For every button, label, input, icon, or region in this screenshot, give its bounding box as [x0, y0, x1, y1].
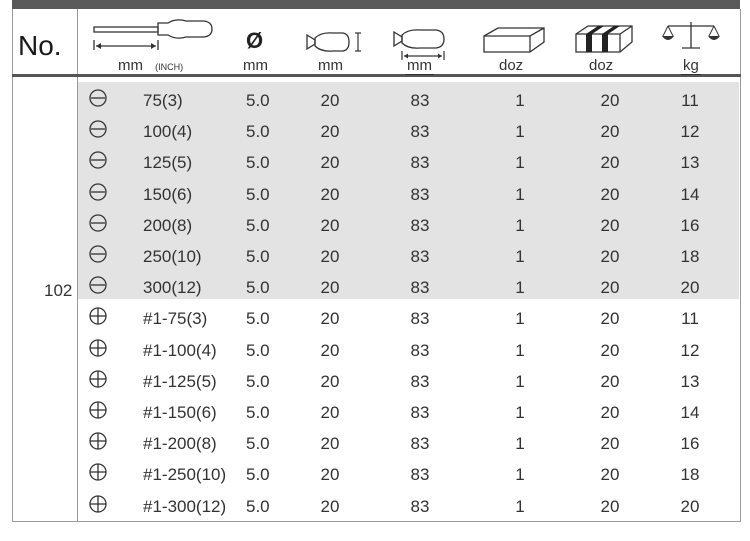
diameter-cell: 5.0: [246, 184, 270, 204]
slotted-tip-icon: [88, 150, 108, 170]
handle-diameter-cell: 20: [320, 340, 340, 360]
inner-box-cell: 1: [515, 215, 525, 235]
carton-cell: 20: [600, 91, 620, 110]
phillips-tip-icon: [88, 400, 108, 420]
size-cell: #1-75(3): [143, 309, 208, 329]
table-row: [78, 396, 739, 427]
screwdriver-length-icon: [92, 18, 216, 56]
table-row: [78, 115, 739, 146]
handle-diameter-cell: 20: [320, 91, 340, 110]
slotted-tip-icon: [88, 275, 108, 295]
phillips-tip-icon: [88, 494, 108, 514]
slotted-tip-icon: [88, 244, 108, 264]
handle-diameter-cell: 20: [320, 465, 340, 485]
inner-box-cell: 1: [515, 465, 525, 485]
inner-box-icon: [480, 24, 548, 56]
slotted-tip-icon: [88, 213, 108, 233]
inner-box-cell: 1: [515, 403, 525, 422]
carton-cell: 20: [600, 403, 620, 422]
length-unit-label: mm (INCH): [118, 57, 184, 74]
size-cell: 300(12): [143, 278, 202, 298]
handle-length-cell: 83: [410, 184, 430, 204]
inner-box-cell: 1: [515, 278, 525, 298]
slotted-tip-icon: [88, 88, 108, 108]
table-row: [78, 146, 739, 177]
handle-length-cell: 83: [410, 465, 430, 485]
carton-cell: 20: [600, 184, 620, 204]
inner-box-cell: 1: [515, 371, 525, 391]
handle-length-cell: 83: [410, 153, 430, 173]
size-cell: 100(4): [143, 122, 193, 142]
handle-diameter-cell: 20: [320, 247, 340, 266]
handle-length-cell: 83: [410, 91, 430, 110]
carton-cell: 20: [600, 278, 620, 298]
carton-unit: doz: [589, 57, 614, 74]
handle-length-cell: 83: [410, 496, 430, 516]
diameter-cell: 5.0: [246, 465, 270, 485]
weight-cell: 18: [680, 465, 700, 485]
diameter-symbol: Ø: [246, 28, 264, 53]
inner-box-cell: 1: [515, 91, 525, 110]
diameter-cell: 5.0: [246, 153, 270, 173]
carton-cell: 20: [600, 496, 620, 516]
handle-length-cell: 83: [410, 309, 430, 329]
size-cell: #1-150(6): [143, 403, 217, 422]
carton-cell: 20: [600, 153, 620, 173]
handle-length-cell: 83: [410, 403, 430, 422]
diameter-cell: 5.0: [246, 434, 270, 454]
column-header-no: No.: [18, 30, 62, 61]
weight-cell: 16: [680, 215, 700, 235]
phillips-tip-icon: [88, 338, 108, 358]
table-row: [78, 302, 739, 333]
carton-icon: [572, 22, 636, 56]
diameter-cell: 5.0: [246, 247, 270, 266]
handle-length-cell: 83: [410, 122, 430, 142]
handle-diameter-cell: 20: [320, 496, 340, 516]
size-cell: #1-125(5): [143, 371, 217, 391]
inner-box-cell: 1: [515, 434, 525, 454]
carton-cell: 20: [600, 309, 620, 329]
phillips-tip-icon: [88, 369, 108, 389]
size-cell: #1-300(12): [143, 496, 227, 516]
size-cell: #1-250(10): [143, 465, 227, 485]
weight-cell: 11: [681, 91, 699, 110]
handle-diameter-cell: 20: [320, 434, 340, 454]
diameter-cell: 5.0: [246, 91, 270, 110]
handle-diameter-cell: 20: [320, 371, 340, 391]
phillips-tip-icon: [88, 431, 108, 451]
table-row: [78, 178, 739, 209]
weight-scale-icon: [660, 20, 722, 52]
inner-box-cell: 1: [515, 309, 525, 329]
carton-cell: 20: [600, 122, 620, 142]
header-divider: [12, 74, 741, 77]
weight-cell: 14: [680, 184, 700, 204]
weight-cell: 18: [680, 247, 700, 266]
carton-cell: 20: [600, 247, 620, 266]
inner-box-cell: 1: [515, 153, 525, 173]
size-cell: #1-100(4): [143, 340, 217, 360]
handle-diameter-unit: mm: [318, 57, 343, 74]
handle-length-cell: 83: [410, 371, 430, 391]
slotted-tip-icon: [88, 119, 108, 139]
handle-diameter-icon: [305, 30, 363, 54]
size-cell: 150(6): [143, 184, 193, 204]
weight-cell: 20: [680, 278, 700, 298]
handle-diameter-cell: 20: [320, 184, 340, 204]
inner-box-unit: doz: [499, 57, 524, 74]
handle-length-cell: 83: [410, 247, 430, 266]
weight-cell: 12: [680, 340, 700, 360]
diameter-cell: 5.0: [246, 278, 270, 298]
diameter-unit: mm: [243, 57, 268, 74]
size-cell: 250(10): [143, 247, 202, 266]
top-bar: [12, 0, 740, 9]
handle-length-cell: 83: [410, 434, 430, 454]
handle-diameter-cell: 20: [320, 309, 340, 329]
diameter-cell: 5.0: [246, 309, 270, 329]
table-row: [78, 365, 739, 396]
diameter-cell: 5.0: [246, 122, 270, 142]
slotted-tip-icon: [88, 182, 108, 202]
table-row: [78, 490, 739, 521]
weight-cell: 16: [680, 434, 700, 454]
weight-cell: 13: [680, 153, 700, 173]
table-row: [78, 240, 739, 271]
weight-cell: 11: [681, 309, 699, 329]
size-cell: 200(8): [143, 215, 193, 235]
size-cell: 125(5): [143, 153, 193, 173]
inner-box-cell: 1: [515, 184, 525, 204]
phillips-tip-icon: [88, 462, 108, 482]
weight-cell: 12: [680, 122, 700, 142]
handle-diameter-cell: 20: [320, 215, 340, 235]
handle-diameter-cell: 20: [320, 278, 340, 298]
size-cell: #1-200(8): [143, 434, 217, 454]
inner-box-cell: 1: [515, 247, 525, 266]
weight-unit: kg: [683, 57, 699, 74]
carton-cell: 20: [600, 434, 620, 454]
handle-length-cell: 83: [410, 215, 430, 235]
table-row: [78, 458, 739, 489]
diameter-cell: 5.0: [246, 371, 270, 391]
diameter-cell: 5.0: [246, 403, 270, 422]
table-row: [78, 84, 739, 115]
table-row: [78, 271, 739, 302]
handle-diameter-cell: 20: [320, 403, 340, 422]
carton-cell: 20: [600, 340, 620, 360]
carton-cell: 20: [600, 465, 620, 485]
handle-length-cell: 83: [410, 340, 430, 360]
model-number: 102: [44, 281, 73, 300]
diameter-cell: 5.0: [246, 340, 270, 360]
handle-diameter-cell: 20: [320, 122, 340, 142]
weight-cell: 13: [680, 371, 700, 391]
handle-diameter-cell: 20: [320, 153, 340, 173]
table-row: [78, 209, 739, 240]
diameter-cell: 5.0: [246, 215, 270, 235]
handle-length-cell: 83: [410, 278, 430, 298]
size-cell: 75(3): [143, 91, 183, 110]
diameter-cell: 5.0: [246, 496, 270, 516]
inner-box-cell: 1: [515, 496, 525, 516]
table-row: [78, 427, 739, 458]
carton-cell: 20: [600, 215, 620, 235]
carton-cell: 20: [600, 371, 620, 391]
inner-box-cell: 1: [515, 340, 525, 360]
weight-cell: 20: [680, 496, 700, 516]
handle-length-unit: mm: [407, 57, 432, 74]
table-row: [78, 334, 739, 365]
inner-box-cell: 1: [515, 122, 525, 142]
weight-cell: 14: [680, 403, 700, 422]
phillips-tip-icon: [88, 306, 108, 326]
